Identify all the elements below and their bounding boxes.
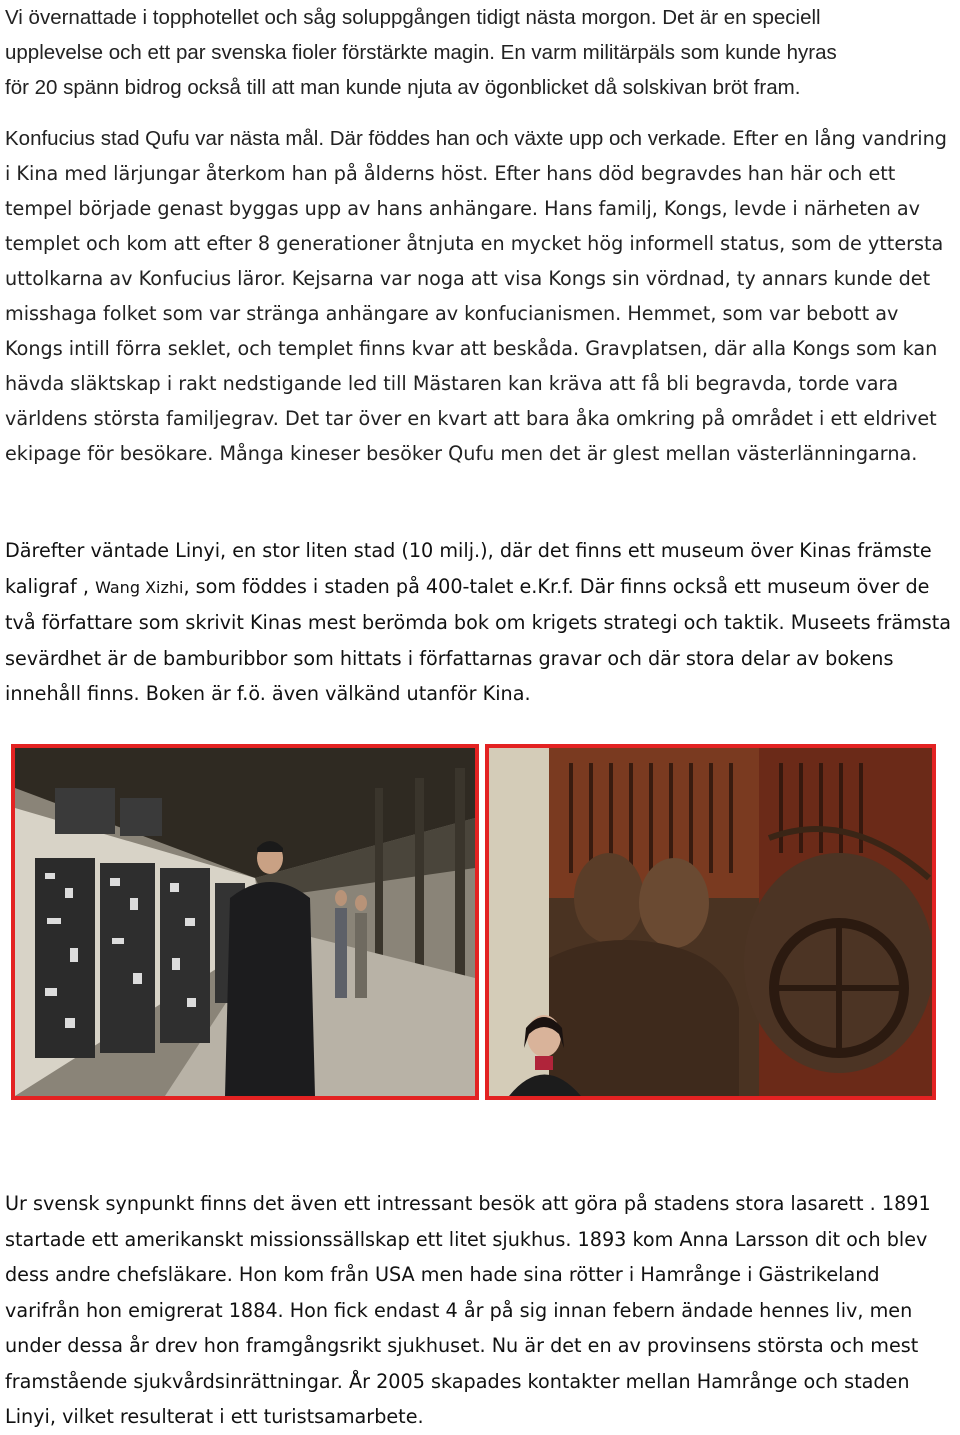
text-line: Vi övernattade i topphotellet och såg soluppgången tidigt nästa morgon. Det är en speciell (5, 6, 821, 29)
paragraph-linyi (5, 533, 955, 712)
paragraph-qufu-lead: Konfucius stad Qufu var nästa mål. Där föddes han och växte upp och verkade. (5, 127, 727, 150)
paragraph-hotel-sunrise (5, 0, 955, 105)
photo-museum-image (489, 748, 932, 1096)
photo-corridor-image (15, 748, 475, 1096)
paragraph-linyi-part1: Därefter väntade Linyi, en stor liten stad (10 milj.), där det finns ett museum över Kinas främste kaligraf , (5, 539, 932, 598)
paragraph-qufu (5, 121, 955, 471)
paragraph-hospital: Ur svensk synpunkt finns det även ett intressant besök att göra på stadens stora lasarett . 1891 startade ett amerikanskt missionssällskap ett litet sjukhus. 1893 kom Anna Larsson dit och blev dess andre chefsläkare. Hon kom från USA men hade sina rötter i Hamrånge i Gästrikeland varifrån hon emigrerat 1884. Hon fick endast 4 år på sig innan febern ändade hennes liv, men under dessa år drev hon framgångsrikt sjukhuset. Nu är det en av provinsens största och mest framstående sjukvårdsinrättningar. År 2005 skapades kontakter mellan Hamrånge och staden Linyi, vilket resulterat i ett turistsamarbete. (5, 1192, 931, 1428)
text-line: för 20 spänn bidrog också till att man kunde njuta av ögonblicket då solskivan bröt fram. (5, 76, 801, 99)
photo-museum-sculpture (485, 744, 936, 1100)
paragraph-qufu-body: Efter en lång vandring i Kina med lärjungar återkom han på ålderns höst. Efter hans död begravdes han här och ett tempel började genast byggas upp av hans anhängare. Hans familj, Kongs, levde i närheten av templet och kom att efter 8 generationer åtnjuta en mycket hög informell status, som de yttersta uttolkarna av Konfucius läror. Kejsarna var noga att visa Kongs sin vördnad, ty annars kunde det misshaga folket som var stränga anhängare av konfucianismen. Hemmet, som var bebott av Kongs intill förra seklet, och templet finns kvar att beskåda. Gravplatsen, där alla Kongs som kan hävda släktskap i rakt nedstigande led till Mästaren kan kräva att få bli begravda, torde vara världens största familjegrav. Det tar över en kvart att bara åka omkring på området i ett eldrivet ekipage för besökare. Många kineser besöker Qufu men det är glest mellan västerlänningarna. (5, 127, 947, 465)
photo-calligraphy-corridor (11, 744, 479, 1100)
text-line: upplevelse och ett par svenska fioler förstärkte magin. En varm militärpäls som kunde hyras (5, 41, 837, 64)
calligrapher-name: Wang Xizhi (95, 577, 184, 597)
paragraph-linyi-part2: , som föddes i staden på 400-talet e.Kr.f. Där finns också ett museum över de två författare som skrivit Kinas mest berömda bok om krigets strategi och taktik. Museets främsta sevärdhet är de bamburibbor som hittats i författarnas gravar och där stora delar av bokens innehåll finns. Boken är f.ö. även välkänd utanför Kina. (5, 574, 952, 705)
